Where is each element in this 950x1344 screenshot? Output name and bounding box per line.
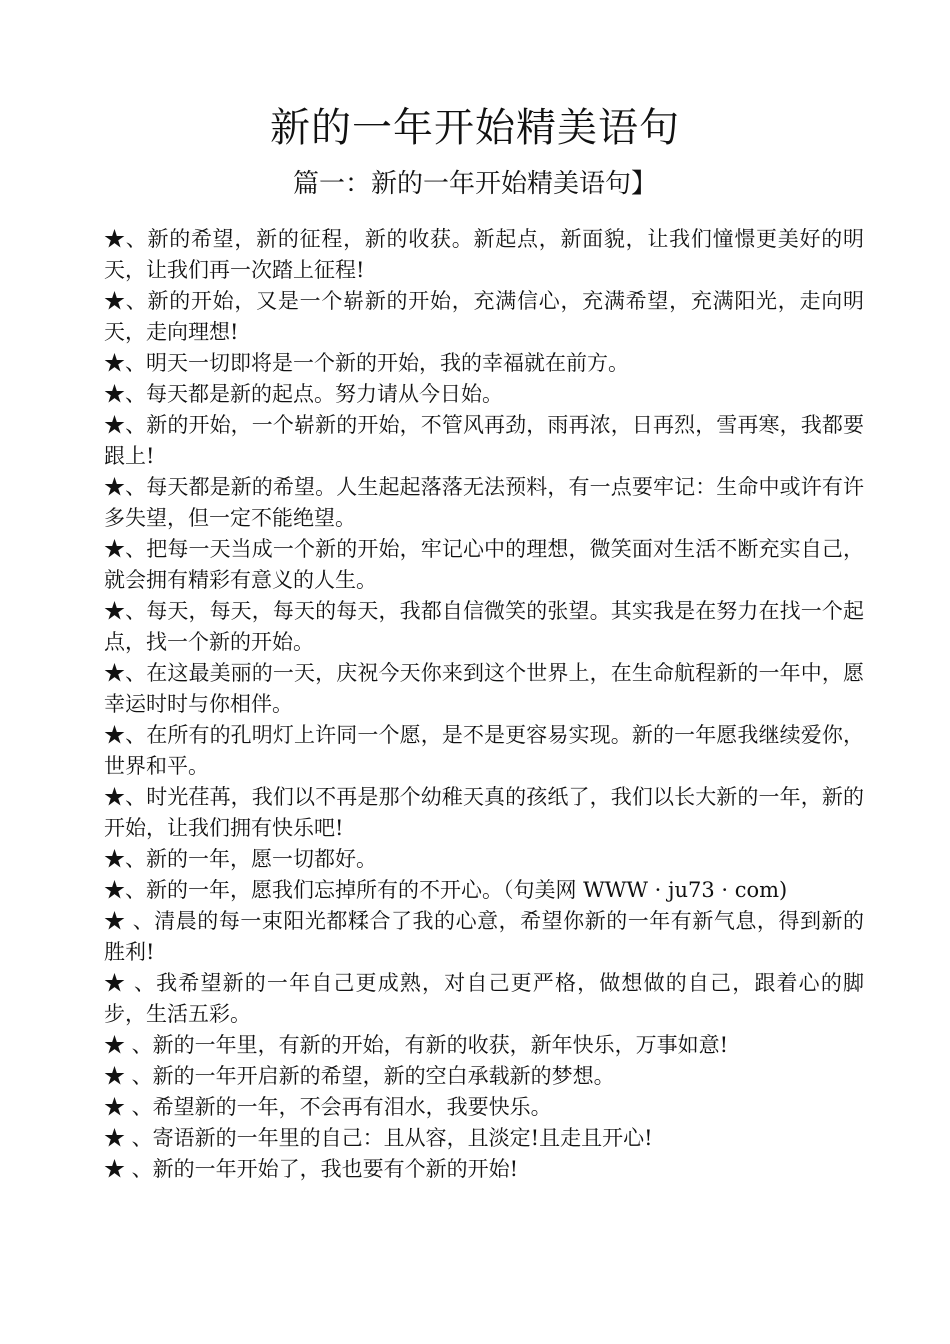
quote-item: ★、在这最美丽的一天，庆祝今天你来到这个世界上，在生命航程新的一年中，愿幸运时时与你相伴。 xyxy=(104,661,864,716)
quote-item: ★、新的一年，愿一切都好。 xyxy=(104,847,377,871)
quote-item: ★ 、希望新的一年，不会再有泪水，我要快乐。 xyxy=(104,1095,552,1119)
document-title: 新的一年开始精美语句 xyxy=(270,105,680,151)
quote-item: ★ 、新的一年里，有新的开始，有新的收获，新年快乐，万事如意! xyxy=(104,1033,729,1057)
quote-item: ★ 、新的一年开始了，我也要有个新的开始! xyxy=(104,1157,519,1181)
quote-item: ★、每天，每天，每天的每天，我都自信微笑的张望。其实我是在努力在找一个起点，找一个新的开始。 xyxy=(104,599,864,654)
quote-item: ★、新的希望，新的征程，新的收获。新起点，新面貌，让我们憧憬更美好的明天，让我们再一次踏上征程! xyxy=(104,227,864,282)
quote-item: ★、每天都是新的希望。人生起起落落无法预料，有一点要牢记：生命中或许有许多失望，但一定不能绝望。 xyxy=(104,475,864,530)
quote-list xyxy=(104,224,864,1185)
quote-item: ★、新的开始，一个崭新的开始，不管风再劲，雨再浓，日再烈，雪再寒，我都要跟上! xyxy=(104,413,864,468)
quote-item: ★、新的开始，又是一个崭新的开始，充满信心，充满希望，充满阳光，走向明天，走向理想! xyxy=(104,289,864,344)
quote-item: ★ 、新的一年开启新的希望，新的空白承载新的梦想。 xyxy=(104,1064,615,1088)
document-subtitle: 篇一：新的一年开始精美语句】 xyxy=(292,169,657,199)
quote-item: ★、把每一天当成一个新的开始，牢记心中的理想，微笑面对生活不断充实自己，就会拥有精彩有意义的人生。 xyxy=(104,537,864,592)
quote-item: ★、时光荏苒，我们以不再是那个幼稚天真的孩纸了，我们以长大新的一年，新的开始，让我们拥有快乐吧! xyxy=(104,785,864,840)
quote-item: ★、明天一切即将是一个新的开始，我的幸福就在前方。 xyxy=(104,351,629,375)
quote-item: ★、每天都是新的起点。努力请从今日始。 xyxy=(104,382,503,406)
quote-item: ★ 、清晨的每一束阳光都糅合了我的心意，希望你新的一年有新气息，得到新的胜利! xyxy=(104,909,864,964)
quote-item: ★ 、寄语新的一年里的自己：且从容，且淡定!且走且开心! xyxy=(104,1126,653,1150)
quote-item: ★、在所有的孔明灯上许同一个愿，是不是更容易实现。新的一年愿我继续爱你，世界和平。 xyxy=(104,723,864,778)
quote-item: ★ 、我希望新的一年自己更成熟，对自己更严格，做想做的自己，跟着心的脚步，生活五彩。 xyxy=(104,971,864,1026)
quote-item: ★、新的一年，愿我们忘掉所有的不开心。（句美网 WWW · ju73 · com) xyxy=(104,878,788,902)
